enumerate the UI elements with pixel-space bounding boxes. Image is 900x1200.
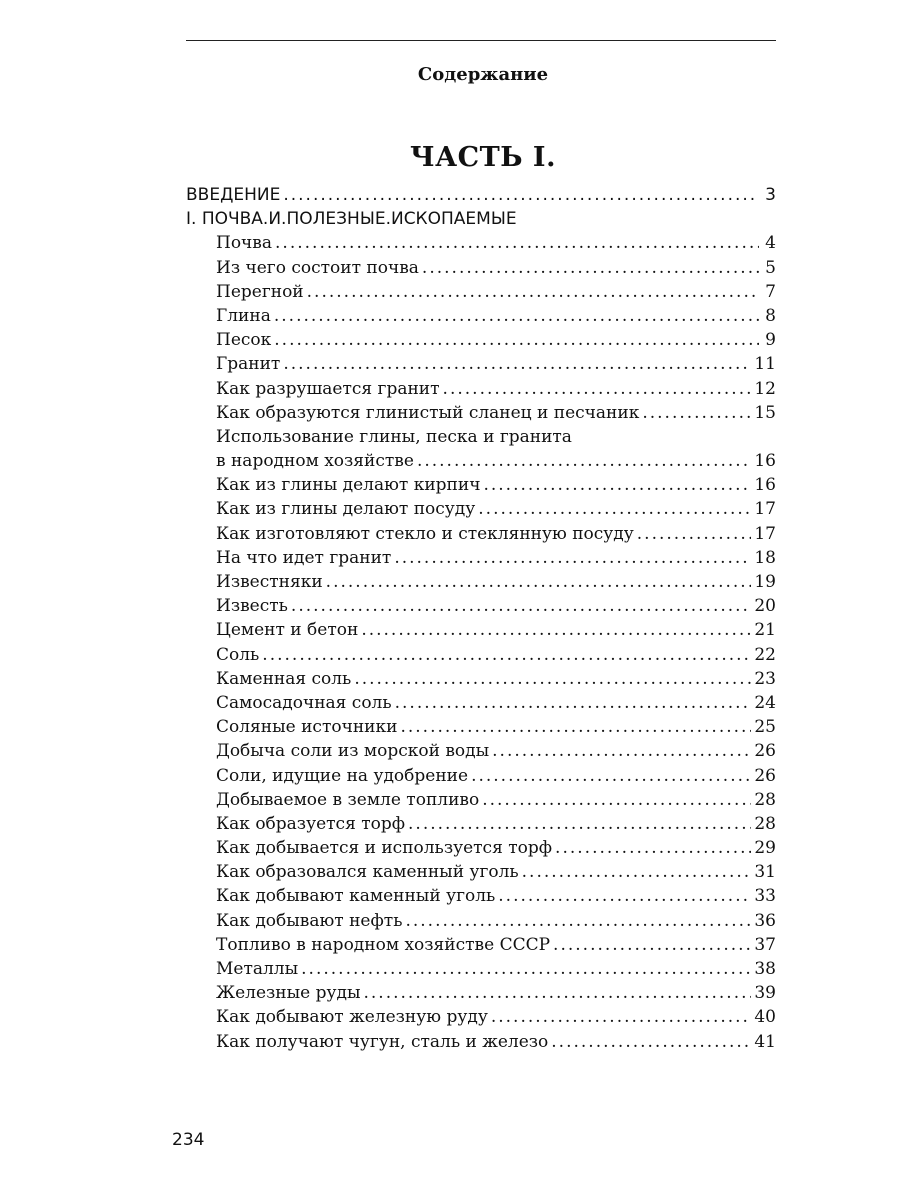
toc-entry-page: 21 bbox=[754, 620, 776, 641]
toc-entry-title: I. ПОЧВА.И.ПОЛЕЗНЫЕ.ИСКОПАЕМЫЕ bbox=[186, 209, 517, 230]
toc-dot-leader bbox=[551, 1030, 751, 1054]
toc-dot-leader bbox=[405, 909, 751, 933]
toc-dot-leader bbox=[417, 449, 751, 473]
toc-dot-leader bbox=[283, 183, 759, 207]
toc-entry-page: 5 bbox=[765, 257, 776, 278]
toc-dot-leader bbox=[274, 328, 759, 352]
toc-dot-leader bbox=[301, 957, 751, 981]
toc-dot-leader bbox=[274, 304, 759, 328]
toc-entry-title: Известь bbox=[216, 596, 288, 617]
toc-dot-leader bbox=[326, 570, 752, 594]
toc-entry-title: Использование глины, песка и гранита bbox=[216, 426, 572, 447]
toc-dot-leader bbox=[482, 788, 751, 812]
toc-entry bbox=[186, 183, 776, 207]
toc-entry bbox=[186, 909, 776, 933]
page-header-title: Содержание bbox=[417, 64, 549, 85]
toc-dot-leader bbox=[422, 256, 759, 280]
toc-dot-leader bbox=[492, 739, 751, 763]
toc-entry-page: 40 bbox=[754, 1007, 776, 1028]
toc-entry-page: 3 bbox=[765, 185, 776, 205]
toc-entry bbox=[186, 643, 776, 667]
toc-entry bbox=[186, 256, 776, 280]
toc-entry-page: 31 bbox=[754, 862, 776, 883]
toc-entry-title: Железные руды bbox=[216, 983, 361, 1004]
toc-entry-page: 16 bbox=[754, 451, 776, 472]
toc-entry bbox=[186, 957, 776, 981]
toc-dot-leader bbox=[394, 546, 751, 570]
toc-entry-page: 33 bbox=[754, 886, 776, 907]
toc-entry-page: 12 bbox=[754, 378, 776, 399]
toc-entry-title: Почва bbox=[216, 233, 273, 254]
toc-entry bbox=[186, 933, 776, 957]
toc-entry-page: 38 bbox=[754, 959, 776, 979]
toc-dot-leader bbox=[307, 280, 759, 304]
toc-entry-title: Как образуются глинистый сланец и песчаник bbox=[216, 402, 640, 423]
toc-entry-page: 28 bbox=[754, 813, 776, 834]
toc-entry-title: Как добывают нефть bbox=[216, 910, 403, 931]
toc-dot-leader bbox=[522, 860, 752, 884]
toc-entry-page: 18 bbox=[754, 547, 776, 568]
toc-entry bbox=[186, 377, 776, 401]
toc-dot-leader bbox=[400, 715, 751, 739]
toc-entry bbox=[186, 667, 776, 691]
toc-entry-title: ВВЕДЕНИЕ bbox=[186, 185, 281, 205]
toc-entry bbox=[186, 860, 776, 884]
toc-entry bbox=[186, 836, 776, 860]
toc-entry-title: Как добывают каменный уголь bbox=[216, 886, 496, 907]
toc-entry-page: 20 bbox=[754, 596, 776, 617]
toc-dot-leader bbox=[354, 667, 751, 691]
toc-entry-title: Известняки bbox=[216, 572, 323, 592]
toc-dot-leader bbox=[291, 594, 751, 618]
toc-entry-title: На что идет гранит bbox=[216, 547, 392, 568]
toc-entry-title: Как изготовляют стекло и стеклянную посуду bbox=[216, 523, 634, 544]
toc-entry-title: Каменная соль bbox=[216, 668, 352, 689]
toc-entry bbox=[186, 546, 776, 570]
toc-entry bbox=[186, 1030, 776, 1054]
toc-dot-leader bbox=[491, 1005, 752, 1029]
toc-entry-page: 22 bbox=[754, 644, 776, 665]
toc-entry-page: 4 bbox=[765, 233, 776, 254]
toc-entry-title: Соль bbox=[216, 644, 260, 665]
toc-entry-title: Как добывают железную руду bbox=[216, 1007, 488, 1028]
toc-entry-title: Цемент и бетон bbox=[216, 620, 359, 641]
toc-entry bbox=[186, 788, 776, 812]
table-of-contents bbox=[186, 183, 776, 1054]
toc-dot-leader bbox=[553, 933, 751, 957]
toc-entry-page: 7 bbox=[765, 281, 776, 302]
toc-dot-leader bbox=[443, 377, 752, 401]
toc-entry-page: 37 bbox=[754, 934, 776, 955]
toc-dot-leader bbox=[478, 497, 751, 521]
toc-dot-leader bbox=[275, 231, 759, 255]
toc-entry bbox=[186, 884, 776, 908]
toc-entry bbox=[186, 231, 776, 255]
toc-entry bbox=[186, 812, 776, 836]
top-rule bbox=[186, 40, 776, 41]
toc-entry-page: 25 bbox=[754, 717, 776, 738]
toc-entry bbox=[186, 618, 776, 642]
toc-entry bbox=[186, 473, 776, 497]
toc-entry bbox=[186, 304, 776, 328]
toc-entry-page: 16 bbox=[754, 475, 776, 496]
toc-entry bbox=[186, 352, 776, 376]
toc-dot-leader bbox=[361, 618, 751, 642]
toc-entry bbox=[186, 449, 776, 473]
toc-entry-page: 17 bbox=[754, 523, 776, 544]
toc-entry-title: Как разрушается гранит bbox=[216, 378, 440, 399]
toc-entry bbox=[186, 715, 776, 739]
toc-entry-page: 41 bbox=[754, 1031, 776, 1052]
toc-entry bbox=[186, 981, 776, 1005]
part-title: ЧАСТЬ I. bbox=[410, 142, 556, 173]
toc-entry-title: Песок bbox=[216, 330, 272, 351]
toc-entry-page: 29 bbox=[754, 838, 776, 859]
toc-entry-page: 9 bbox=[765, 330, 776, 351]
toc-dot-leader bbox=[555, 836, 751, 860]
toc-entry-title: Топливо в народном хозяйстве СССР bbox=[216, 934, 551, 955]
toc-entry bbox=[186, 1005, 776, 1029]
toc-entry bbox=[186, 425, 776, 449]
toc-entry bbox=[186, 764, 776, 788]
toc-entry-title: Как из глины делают кирпич bbox=[216, 475, 481, 496]
toc-entry-title: Соляные источники bbox=[216, 717, 398, 738]
toc-entry bbox=[186, 739, 776, 763]
toc-entry-title: Перегной bbox=[216, 281, 304, 302]
toc-entry bbox=[186, 594, 776, 618]
toc-entry-page: 8 bbox=[765, 305, 776, 326]
toc-dot-leader bbox=[395, 691, 752, 715]
toc-entry-title: Как получают чугун, сталь и железо bbox=[216, 1031, 549, 1052]
toc-entry bbox=[186, 522, 776, 546]
toc-entry-title: Самосадочная соль bbox=[216, 692, 392, 713]
toc-entry-page: 11 bbox=[754, 354, 776, 375]
toc-entry-title: Добыча соли из морской воды bbox=[216, 741, 490, 762]
toc-entry-page: 26 bbox=[754, 765, 776, 786]
toc-entry-title: Из чего состоит почва bbox=[216, 257, 419, 278]
toc-entry-title: Как образовался каменный уголь bbox=[216, 862, 519, 883]
toc-entry bbox=[186, 570, 776, 594]
toc-dot-leader bbox=[642, 401, 751, 425]
toc-entry-title: Добываемое в земле топливо bbox=[216, 789, 480, 810]
toc-dot-leader bbox=[364, 981, 752, 1005]
toc-entry bbox=[186, 401, 776, 425]
toc-entry-page: 15 bbox=[754, 402, 776, 423]
toc-entry bbox=[186, 691, 776, 715]
toc-entry-page: 23 bbox=[754, 668, 776, 689]
toc-dot-leader bbox=[408, 812, 751, 836]
toc-entry-title: Как образуется торф bbox=[216, 813, 406, 834]
toc-entry-title: Гранит bbox=[216, 354, 281, 375]
toc-entry-page: 19 bbox=[754, 572, 776, 592]
toc-dot-leader bbox=[498, 884, 751, 908]
toc-entry-page: 36 bbox=[754, 910, 776, 931]
toc-entry-page: 24 bbox=[754, 692, 776, 713]
toc-entry bbox=[186, 497, 776, 521]
toc-entry-title: Как добывается и используется торф bbox=[216, 838, 553, 859]
page-number: 234 bbox=[172, 1130, 205, 1150]
toc-entry-title: Как из глины делают посуду bbox=[216, 499, 476, 520]
toc-entry-title: Глина bbox=[216, 305, 271, 326]
toc-entry-page: 39 bbox=[754, 983, 776, 1004]
toc-dot-leader bbox=[262, 643, 751, 667]
toc-entry bbox=[186, 280, 776, 304]
toc-dot-leader bbox=[637, 522, 752, 546]
toc-entry-page: 17 bbox=[754, 499, 776, 520]
toc-entry-page: 26 bbox=[754, 741, 776, 762]
toc-dot-leader bbox=[283, 352, 751, 376]
toc-entry-title: Металлы bbox=[216, 959, 299, 979]
toc-dot-leader bbox=[471, 764, 751, 788]
toc-entry bbox=[186, 207, 776, 231]
toc-dot-leader bbox=[483, 473, 751, 497]
toc-entry-title: Соли, идущие на удобрение bbox=[216, 765, 469, 786]
toc-entry bbox=[186, 328, 776, 352]
toc-entry-page: 28 bbox=[754, 789, 776, 810]
toc-entry-title: в народном хозяйстве bbox=[216, 451, 414, 472]
